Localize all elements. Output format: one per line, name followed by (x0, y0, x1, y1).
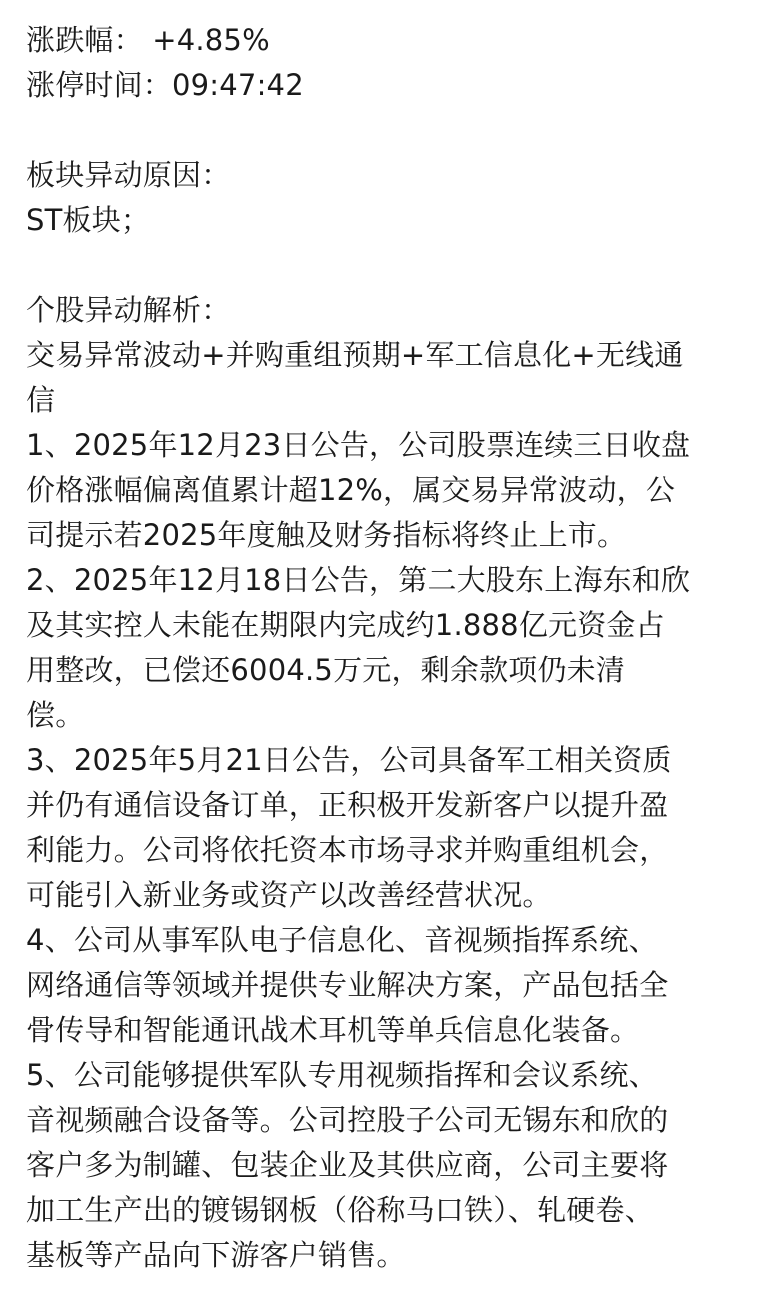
analysis-heading: 个股异动解析： (26, 293, 231, 327)
item-line: 2、2025年12月18日公告，第二大股东上海东和欣 (26, 563, 691, 597)
item-line: 客户多为制罐、包装企业及其供应商，公司主要将 (26, 1148, 669, 1182)
analysis-item-5 (26, 1053, 746, 1278)
item-line: 3、2025年5月21日公告，公司具备军工相关资质 (26, 743, 672, 777)
analysis-item-2 (26, 558, 746, 738)
limit-up-time-line: 涨停时间：09:47:42 (26, 68, 304, 102)
item-line: 5、公司能够提供军队专用视频指挥和会议系统、 (26, 1058, 658, 1092)
blank-line (26, 243, 746, 288)
item-line: 加工生产出的镀锡钢板（俗称马口铁）、轧硬卷、 (26, 1193, 654, 1227)
item-line: 价格涨幅偏离值累计超12%，属交易异常波动，公 (26, 473, 676, 507)
price-change-line: 涨跌幅： +4.85% (26, 23, 270, 57)
blank-line (26, 108, 746, 153)
item-line: 4、公司从事军队电子信息化、音视频指挥系统、 (26, 923, 658, 957)
item-line: 网络通信等领域并提供专业解决方案，产品包括全 (26, 968, 669, 1002)
sector-reason-heading: 板块异动原因： (26, 158, 231, 192)
item-line: 用整改，已偿还6004.5万元，剩余款项仍未清 (26, 653, 626, 687)
item-line: 偿。 (26, 698, 85, 732)
sector-reason-value: ST板块； (26, 203, 151, 237)
summary-line: 信 (26, 383, 56, 417)
analysis-item-4 (26, 918, 746, 1053)
item-line: 利能力。公司将依托资本市场寻求并购重组机会， (26, 833, 669, 867)
item-line: 司提示若2025年度触及财务指标将终止上市。 (26, 518, 627, 552)
analysis-summary (26, 333, 746, 423)
item-line: 基板等产品向下游客户销售。 (26, 1238, 406, 1272)
analysis-item-3 (26, 738, 746, 918)
item-line: 并仍有通信设备订单，正积极开发新客户以提升盈 (26, 788, 669, 822)
item-line: 1、2025年12月23日公告，公司股票连续三日收盘 (26, 428, 691, 462)
item-line: 音视频融合设备等。公司控股子公司无锡东和欣的 (26, 1103, 669, 1137)
analysis-item-1 (26, 423, 746, 558)
item-line: 骨传导和智能通讯战术耳机等单兵信息化装备。 (26, 1013, 640, 1047)
summary-line: 交易异常波动+并购重组预期+军工信息化+无线通 (26, 338, 684, 372)
item-line: 可能引入新业务或资产以改善经营状况。 (26, 878, 552, 912)
item-line: 及其实控人未能在期限内完成约1.888亿元资金占 (26, 608, 665, 642)
